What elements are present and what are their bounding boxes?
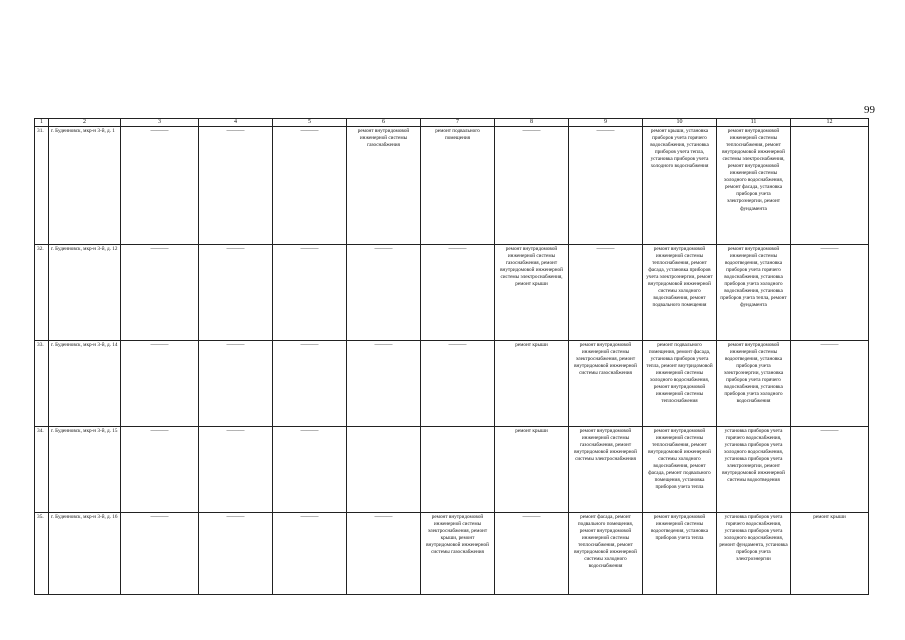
- repair-schedule-table: [34, 118, 869, 595]
- table-cell: ремонт внутридомовой инженерной системы газоснабжения: [347, 126, 421, 244]
- table-cell: ремонт фасада, ремонт подвального помещения, ремонт внутридомовой инженерной системы теплоснабжения, ремонт внутридомовой инженерной системы холодного водоснабжения: [569, 512, 643, 594]
- table-cell: [347, 426, 421, 512]
- table-cell: ———: [121, 426, 199, 512]
- table-cell: ———: [495, 512, 569, 594]
- table-cell: ремонт внутридомовой инженерной системы водоотведения, установка приборов учета тепла: [643, 512, 717, 594]
- table-cell: ———: [199, 126, 273, 244]
- table-cell: ремонт подвального помещения: [421, 126, 495, 244]
- row-number: 31.: [35, 126, 49, 244]
- column-number-row: [35, 119, 869, 127]
- col-header: 5: [273, 119, 347, 127]
- table-cell: ремонт внутридомовой инженерной системы электроснабжения, ремонт внутридомовой инженерной системы газоснабжения: [569, 340, 643, 426]
- col-header: 3: [121, 119, 199, 127]
- table-cell: ———: [347, 244, 421, 340]
- table-cell: ремонт внутридомовой инженерной системы газоснабжения, ремонт внутридомовой инженерной системы электроснабжения: [569, 426, 643, 512]
- table-cell: ———: [199, 340, 273, 426]
- row-number: 35.: [35, 512, 49, 594]
- table-cell: ремонт внутридомовой инженерной системы газоснабжения, ремонт внутридомовой инженерной системы электроснабжения, ремонт крыши: [495, 244, 569, 340]
- table-cell: ———: [495, 126, 569, 244]
- table-cell: ремонт крыши: [495, 340, 569, 426]
- table-cell: установка приборов учета горячего водоснабжения, установка приборов учета холодного водоснабжения, установка приборов учета электроэнергии, ремонт внутридомовой инженерной системы водоотведения: [717, 426, 791, 512]
- row-number: 34.: [35, 426, 49, 512]
- table-cell: ———: [199, 512, 273, 594]
- table-cell: ———: [569, 126, 643, 244]
- table-cell: ———: [421, 244, 495, 340]
- table-cell: ———: [121, 244, 199, 340]
- table-cell: ———: [199, 426, 273, 512]
- table-row: [35, 512, 869, 594]
- table-cell: ремонт крыши: [791, 512, 869, 594]
- col-header: 12: [791, 119, 869, 127]
- row-address: г. Буденновск, мкр-н 3-й, д. 16: [49, 512, 121, 594]
- table-cell: ремонт внутридомовой инженерной системы электроснабжения, ремонт крыши, ремонт внутридомовой инженерной системы газоснабжения: [421, 512, 495, 594]
- table-cell: ремонт внутридомовой инженерной системы теплоснабжения, ремонт внутридомовой инженерной системы холодного водоснабжения, ремонт фасада, ремонт подвального помещения, установка приборов учета тепла: [643, 426, 717, 512]
- row-address: г. Буденновск, мкр-н 3-й, д. 15: [49, 426, 121, 512]
- table-cell: ———: [347, 340, 421, 426]
- table-row: [35, 340, 869, 426]
- col-header: 7: [421, 119, 495, 127]
- col-header: 4: [199, 119, 273, 127]
- row-address: г. Буденновск, мкр-н 3-й, д. 12: [49, 244, 121, 340]
- col-header: 2: [49, 119, 121, 127]
- table-row: [35, 126, 869, 244]
- col-header: 11: [717, 119, 791, 127]
- table-cell: ———: [121, 340, 199, 426]
- table-cell: ———: [347, 512, 421, 594]
- table-cell: ———: [273, 244, 347, 340]
- table-cell: [421, 426, 495, 512]
- table-cell: ———: [273, 512, 347, 594]
- table-cell: ремонт внутридомовой инженерной системы теплоснабжения, ремонт фасада, установка приборов учета электроэнергии, ремонт внутридомовой инженерной системы холодного водоснабжения, ремонт подвального помещения: [643, 244, 717, 340]
- table-cell: установка приборов учета горячего водоснабжения, установка приборов учета холодного водоснабжения, ремонт фундамента, установка приборов учета электроэнергии: [717, 512, 791, 594]
- table-cell: ———: [273, 340, 347, 426]
- table-cell: ремонт крыши, установка приборов учета горячего водоснабжения, установка приборов учета тепла, установка приборов учета холодного водоснабжения: [643, 126, 717, 244]
- table-cell: ———: [121, 126, 199, 244]
- row-number: 33.: [35, 340, 49, 426]
- col-header: 8: [495, 119, 569, 127]
- table-cell: ———: [791, 340, 869, 426]
- table-cell: ремонт внутридомовой инженерной системы водоотведения, установка приборов учета электроэнергии, установка приборов учета горячего водоснабжения, установка приборов учета холодного водоснабжения: [717, 340, 791, 426]
- table-row: [35, 426, 869, 512]
- table-cell: ———: [791, 244, 869, 340]
- table-cell: ———: [121, 512, 199, 594]
- table-cell: ———: [569, 244, 643, 340]
- table-cell: [791, 126, 869, 244]
- table-cell: ремонт крыши: [495, 426, 569, 512]
- row-address: г. Буденновск, мкр-н 3-й, д. 1: [49, 126, 121, 244]
- col-header: 6: [347, 119, 421, 127]
- row-address: г. Буденновск, мкр-н 3-й, д. 14: [49, 340, 121, 426]
- page-number: 99: [864, 104, 875, 116]
- table-cell: ———: [199, 244, 273, 340]
- table-cell: ———: [421, 340, 495, 426]
- table-cell: ремонт внутридомовой инженерной системы теплоснабжения, ремонт внутридомовой инженерной системы электроснабжения, ремонт внутридомовой инженерной системы холодного водоснабжения, ремонт фасада, установка приборов учета электроэнергии, ремонт фундамента: [717, 126, 791, 244]
- table-cell: ———: [273, 426, 347, 512]
- table-cell: ———: [273, 126, 347, 244]
- col-header: 1: [35, 119, 49, 127]
- col-header: 9: [569, 119, 643, 127]
- table-cell: ремонт внутридомовой инженерной системы водоотведения, установка приборов учета горячего водоснабжения, установка приборов учета холодного водоснабжения, установка приборов учета тепла, ремонт фундамента: [717, 244, 791, 340]
- row-number: 32.: [35, 244, 49, 340]
- table-row: [35, 244, 869, 340]
- col-header: 10: [643, 119, 717, 127]
- table-cell: ———: [791, 426, 869, 512]
- table-cell: ремонт подвального помещения, ремонт фасада, установка приборов учета тепла, ремонт внутридомовой инженерной системы холодного водоснабжения, ремонт внутридомовой инженерной системы теплоснабжения: [643, 340, 717, 426]
